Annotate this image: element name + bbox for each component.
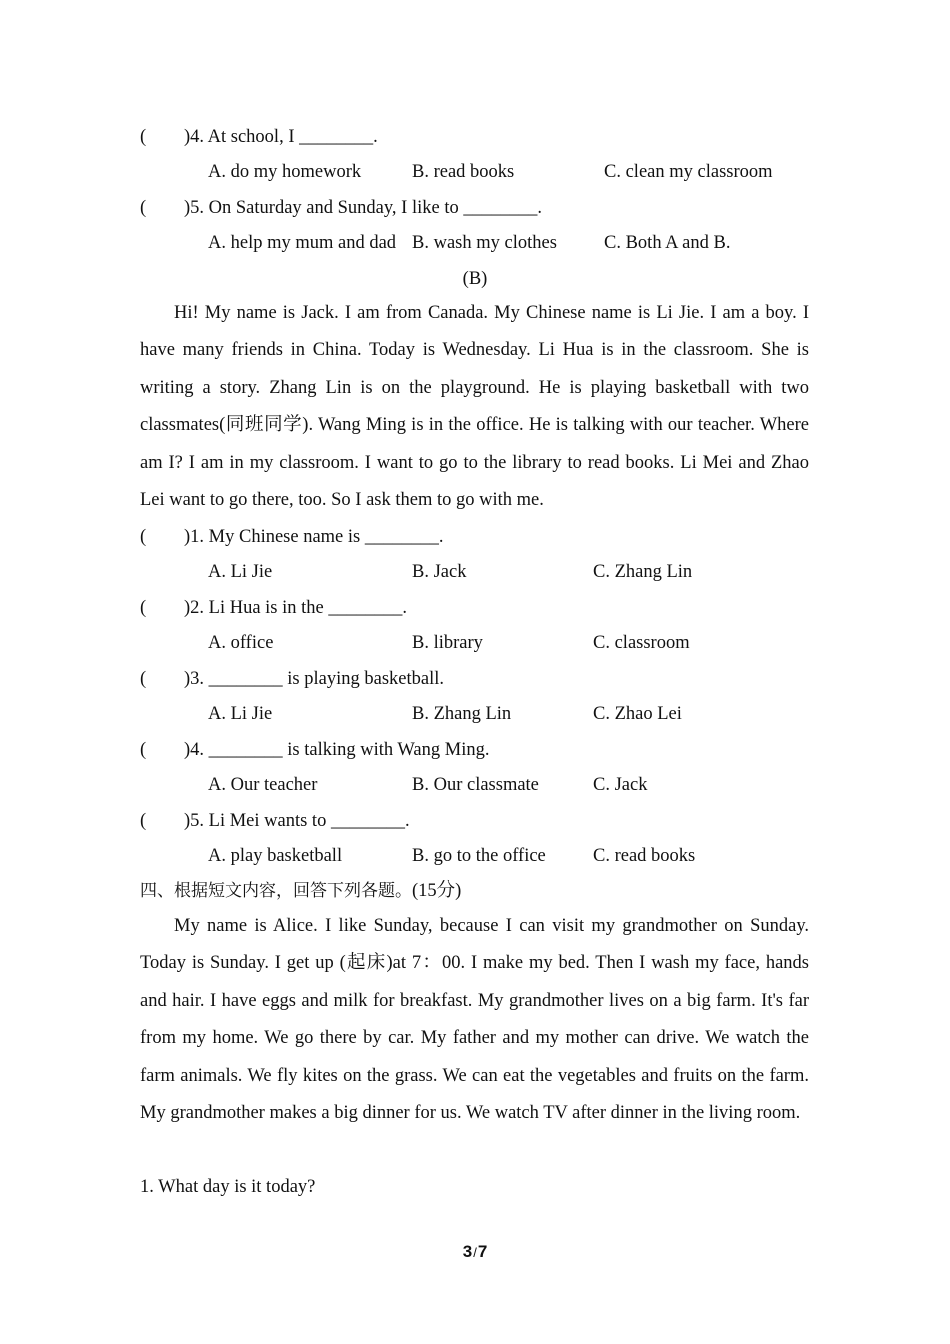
section-b-title: (B) — [462, 269, 488, 289]
question-b3 — [140, 667, 444, 691]
question-b1 — [140, 525, 444, 549]
option-c: C. Both A and B. — [604, 233, 731, 253]
option-c: C. Zhao Lei — [593, 704, 682, 724]
answer-bracket: ( — [140, 527, 147, 547]
option-a: A. do my homework — [208, 162, 362, 182]
option-b: B. Jack — [412, 562, 467, 582]
section-score: (15分) — [412, 881, 462, 901]
question-a5 — [140, 196, 542, 220]
question-b4 — [140, 738, 489, 762]
option-b: B. wash my clothes — [412, 233, 557, 253]
section-b-passage — [140, 295, 809, 519]
option-c: C. clean my classroom — [604, 162, 773, 182]
option-b: B. Our classmate — [412, 775, 539, 795]
page-number — [0, 1242, 950, 1262]
question-4-1: 1. What day is it today? — [140, 1177, 316, 1197]
question-stem: )4. At school, I ________. — [184, 127, 378, 147]
option-b: B. go to the office — [412, 846, 546, 866]
answer-bracket: ( — [140, 740, 147, 760]
question-a4 — [140, 125, 378, 149]
option-b: B. library — [412, 633, 483, 653]
question-stem: )5. On Saturday and Sunday, I like to ________. — [184, 198, 542, 218]
section-heading-text: 四、根据短文内容，回答下列各题。 — [140, 881, 412, 901]
option-a: A. help my mum and dad — [208, 233, 397, 253]
question-b5 — [140, 809, 410, 833]
question-b2 — [140, 596, 407, 620]
passage-text: Hi! My name is Jack. I am from Canada. My Chinese name is Li Jie. I am a boy. I have many friends in China. Today is Wednesday. Li Hua is in the classroom. She is writing a story. Zhang Lin is on the playground. He is playing basketball with two classmates(同班同学). Wang Ming is in the office. He is talking with our teacher. Where am I? I am in my classroom. I want to go to the library to read books. Li Mei and Zhao Lei want to go there, too. So I ask them to go with me. — [140, 303, 809, 511]
question-stem: )4. ________ is talking with Wang Ming. — [184, 740, 490, 760]
answer-bracket: ( — [140, 811, 147, 831]
answer-bracket: ( — [140, 198, 147, 218]
question-stem: )1. My Chinese name is ________. — [184, 527, 444, 547]
section-4-passage — [140, 908, 809, 1132]
option-c: C. Jack — [593, 775, 648, 795]
option-a: A. Li Jie — [208, 562, 273, 582]
section-4-heading — [140, 879, 461, 903]
option-c: C. Zhang Lin — [593, 562, 693, 582]
option-b: B. read books — [412, 162, 515, 182]
option-b: B. Zhang Lin — [412, 704, 512, 724]
page-separator: / — [473, 1245, 477, 1260]
answer-bracket: ( — [140, 127, 147, 147]
current-page: 3 — [462, 1242, 473, 1261]
option-a: A. office — [208, 633, 274, 653]
option-c: C. read books — [593, 846, 696, 866]
option-a: A. Li Jie — [208, 704, 273, 724]
total-pages: 7 — [477, 1242, 488, 1261]
option-a: A. Our teacher — [208, 775, 318, 795]
answer-bracket: ( — [140, 669, 147, 689]
option-c: C. classroom — [593, 633, 690, 653]
option-a: A. play basketball — [208, 846, 343, 866]
question-stem: )2. Li Hua is in the ________. — [184, 598, 408, 618]
passage-text: My name is Alice. I like Sunday, because I can visit my grandmother on Sunday. Today is Sunday. I get up (起床)at 7：00. I make my bed. Then I wash my face, hands and hair. I have eggs and milk for breakfast. My grandmother lives on a big farm. It's far from my home. We go there by car. My father and my mother can drive. We watch the farm animals. We fly kites on the grass. We can eat the vegetables and fruits on the farm. My grandmother makes a big dinner for us. We watch TV after dinner in the living room. — [140, 916, 809, 1124]
question-stem: )5. Li Mei wants to ________. — [184, 811, 410, 831]
question-stem: )3. ________ is playing basketball. — [184, 669, 444, 689]
answer-bracket: ( — [140, 598, 147, 618]
